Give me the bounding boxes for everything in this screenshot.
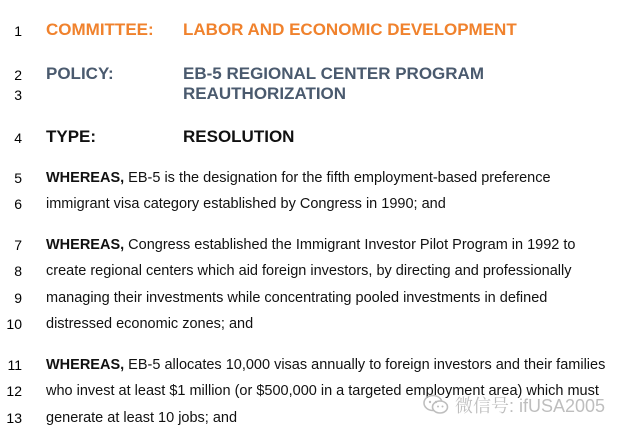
- committee-row: [0, 20, 640, 42]
- line-text: [46, 410, 237, 426]
- line-number: 6: [14, 196, 22, 212]
- whereas-keyword: WHEREAS,: [46, 237, 125, 253]
- line-number: 8: [14, 263, 22, 279]
- line-text: [46, 316, 253, 332]
- watermark-text: 微信号: ifUSA2005: [455, 396, 606, 416]
- line-content: Congress established the Immigrant Investor Pilot Program in 1992 to: [124, 237, 576, 253]
- type-value: RESOLUTION: [183, 127, 295, 146]
- line-number: 3: [14, 87, 22, 103]
- type-label: TYPE:: [46, 127, 97, 146]
- policy-value-line1: EB-5 REGIONAL CENTER PROGRAM: [183, 64, 484, 83]
- line-content: distressed economic zones; and: [46, 316, 254, 332]
- watermark: [423, 390, 633, 420]
- line-text: [46, 357, 605, 373]
- body-line: [0, 290, 640, 312]
- policy-value-line2: REAUTHORIZATION: [183, 84, 347, 103]
- line-number: 1: [14, 23, 22, 39]
- whereas-keyword: WHEREAS,: [46, 357, 125, 373]
- committee-label: COMMITTEE:: [46, 20, 154, 39]
- line-number: 10: [6, 316, 22, 332]
- body-line: [0, 316, 640, 338]
- line-text: [46, 196, 446, 212]
- policy-label: POLICY:: [46, 64, 114, 83]
- line-number: 7: [14, 237, 22, 253]
- line-content: create regional centers which aid foreign investors, by directing and professionally: [46, 263, 572, 279]
- line-text: [46, 263, 572, 279]
- body-line: [0, 357, 640, 379]
- line-content: generate at least 10 jobs; and: [46, 410, 238, 426]
- policy-row-2: [0, 84, 640, 106]
- line-number: 13: [6, 410, 22, 426]
- line-text: [46, 237, 576, 253]
- type-row: [0, 127, 640, 149]
- line-content: managing their investments while concentrating pooled investments in defined: [46, 290, 548, 306]
- line-text: [46, 170, 551, 186]
- line-text: [46, 290, 547, 306]
- line-number: 5: [14, 170, 22, 186]
- committee-value: LABOR AND ECONOMIC DEVELOPMENT: [183, 20, 517, 39]
- line-content: EB-5 allocates 10,000 visas annually to foreign investors and their families: [124, 357, 606, 373]
- line-number: 12: [6, 383, 22, 399]
- whereas-keyword: WHEREAS,: [46, 170, 125, 186]
- line-content: who invest at least $1 million (or $500,000 in a targeted employment area) which must: [46, 383, 599, 399]
- line-number: 11: [7, 357, 22, 373]
- line-number: 4: [14, 130, 22, 146]
- policy-row: [0, 64, 640, 86]
- line-number: 9: [14, 290, 22, 306]
- line-number: 2: [14, 67, 22, 83]
- line-content: immigrant visa category established by Congress in 1990; and: [46, 196, 446, 212]
- body-line: [0, 196, 640, 218]
- wechat-icon: [423, 394, 449, 416]
- body-line: [0, 170, 640, 192]
- line-content: EB-5 is the designation for the fifth employment-based preference: [124, 170, 551, 186]
- body-line: [0, 237, 640, 259]
- body-line: [0, 263, 640, 285]
